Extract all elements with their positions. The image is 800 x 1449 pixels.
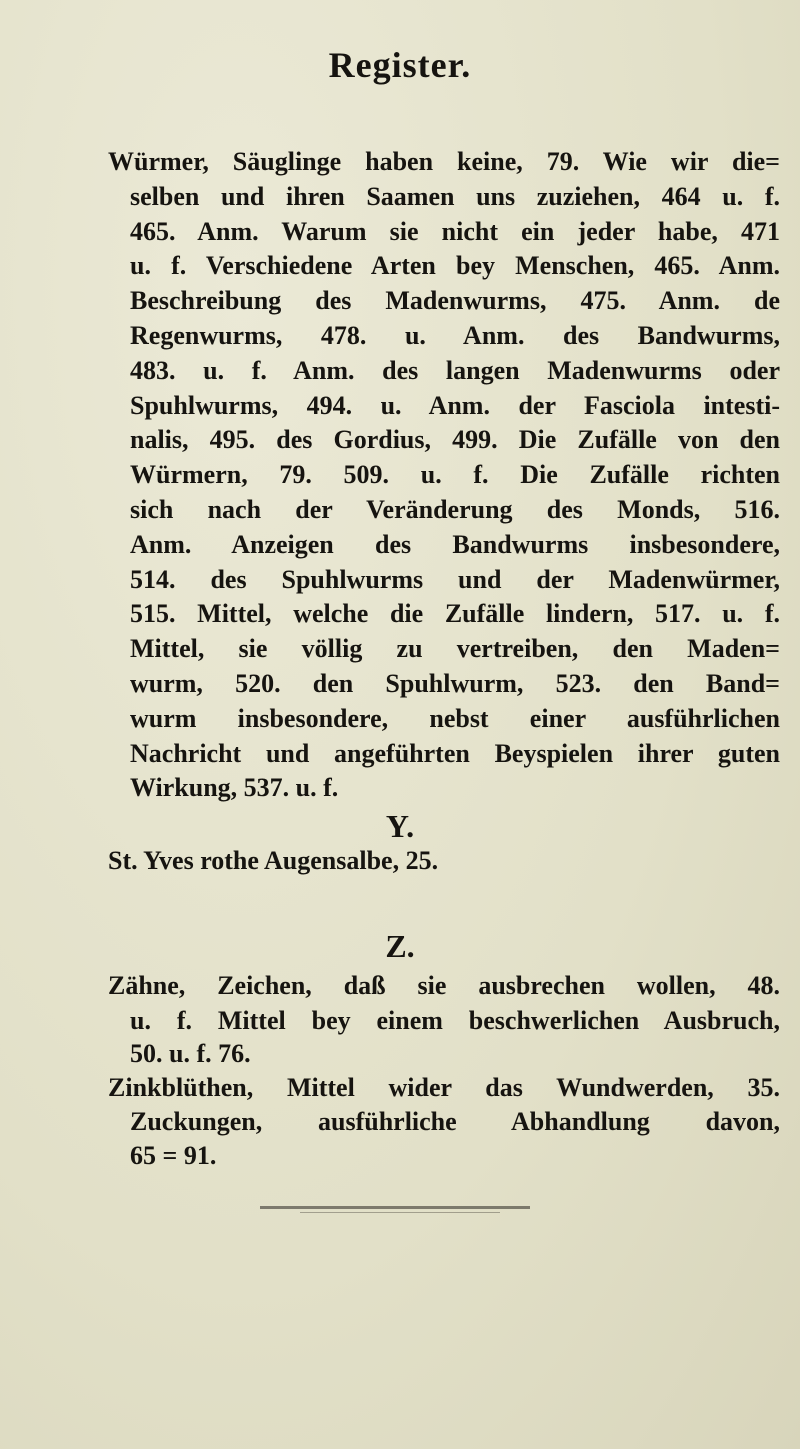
index-entry-line: Mittel, sie völlig zu vertreiben, den Maden=	[130, 634, 780, 664]
page-title: Register.	[328, 45, 472, 85]
index-entry-line: u. f. Verschiedene Arten bey Menschen, 465. Anm.	[130, 251, 780, 281]
index-entry-line: 465. Anm. Warum sie nicht ein jeder habe, 471	[130, 216, 780, 246]
index-entry-line: nalis, 495. des Gordius, 499. Die Zufälle von den	[130, 425, 780, 455]
index-entry-line: 65 = 91.	[130, 1141, 217, 1170]
index-entry-line: Zuckungen, ausführliche Abhandlung davon,	[130, 1107, 780, 1136]
index-entry-line: Zinkblüthen, Mittel wider das Wundwerden, 35.	[108, 1073, 780, 1102]
index-entry-line: u. f. Mittel bey einem beschwerlichen Ausbruch,	[130, 1006, 780, 1035]
index-entry-line: Beschreibung des Madenwurms, 475. Anm. de	[130, 286, 780, 316]
index-entry-line: wurm, 520. den Spuhlwurm, 523. den Band=	[130, 669, 780, 698]
index-entry-line: Anm. Anzeigen des Bandwurms insbesondere,	[130, 529, 780, 559]
index-entry-line: Zähne, Zeichen, daß sie ausbrechen wollen, 48.	[108, 971, 780, 1000]
section-letter-z: Z.	[385, 928, 415, 964]
end-rule-thin	[300, 1212, 500, 1213]
index-entry-line: Nachricht und angeführten Beyspielen ihrer guten	[130, 738, 780, 768]
index-entry-line: Regenwurms, 478. u. Anm. des Bandwurms,	[130, 321, 780, 350]
index-entry-line: selben und ihren Saamen uns zuziehen, 464 u. f.	[130, 181, 780, 211]
section-letter-y: Y.	[385, 808, 415, 844]
index-entry-line: 515. Mittel, welche die Zufälle lindern, 517. u. f.	[130, 599, 780, 629]
index-entry-line: wurm insbesondere, nebst einer ausführlichen	[130, 703, 780, 733]
index-entry-line: Würmer, Säuglinge haben keine, 79. Wie wir die=	[108, 147, 780, 176]
end-rule	[260, 1206, 530, 1209]
index-entry-line: 514. des Spuhlwurms und der Madenwürmer,	[130, 564, 780, 594]
index-entry-line: 50. u. f. 76.	[130, 1039, 251, 1068]
index-entry-line: Würmern, 79. 509. u. f. Die Zufälle richten	[130, 460, 780, 490]
index-entry-line: sich nach der Veränderung des Monds, 516.	[130, 495, 780, 524]
index-entry-line: Spuhlwurms, 494. u. Anm. der Fasciola intesti-	[130, 390, 780, 420]
index-entry-line: Wirkung, 537. u. f.	[130, 773, 339, 803]
index-entry-line: 483. u. f. Anm. des langen Madenwurms oder	[130, 355, 780, 385]
index-entry: St. Yves rothe Augensalbe, 25.	[108, 846, 439, 875]
